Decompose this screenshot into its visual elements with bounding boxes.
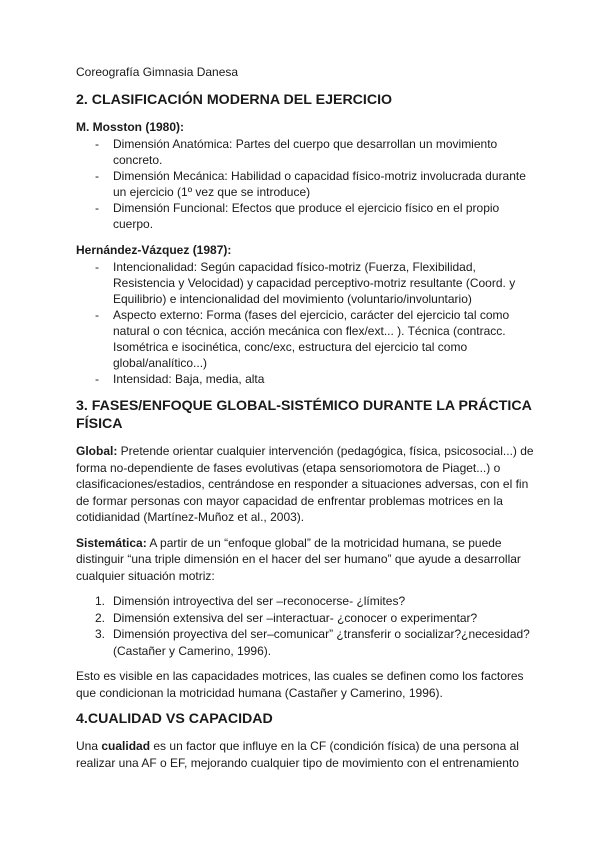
list-item-text: Dimensión introyectiva del ser –reconocerse- ¿límites? <box>113 594 406 608</box>
list-number: 3. <box>95 627 106 641</box>
global-paragraph <box>76 443 536 526</box>
list-item-text: Dimensión extensiva del ser –interactuar- ¿conocer o experimentar? <box>113 610 478 625</box>
section-2-heading: 2. CLASIFICACIÓN MODERNA DEL EJERCICIO <box>76 92 393 108</box>
list-number: 1. <box>95 594 106 608</box>
cualidad-pre: Una <box>76 739 102 753</box>
list-item <box>76 626 536 659</box>
cualidad-term: cualidad <box>101 739 151 753</box>
mosston-author: M. Mosston (1980): <box>76 120 185 134</box>
list-item: - Intensidad: Baja, media, alta <box>76 371 536 387</box>
list-item: - Intencionalidad: Según capacidad físico-motriz (Fuerza, Flexibilidad, Resistencia y Velocidad) y capacidad perceptivo-motriz resultante (Coord. y Equilibrio) e intencionalidad del movimiento (voluntario/involuntario) <box>76 259 536 307</box>
hernandez-author: Hernández-Vázquez (1987): <box>76 243 232 257</box>
list-item: - Dimensión Mecánica: Habilidad o capacidad físico-motriz involucrada durante un ejercicio (1º vez que se introduce) <box>76 168 536 200</box>
list-item <box>76 593 536 610</box>
section-3-heading: 3. FASES/ENFOQUE GLOBAL-SISTÉMICO DURANTE LA PRÁCTICA FÍSICA <box>76 398 532 432</box>
hernandez-list <box>76 259 536 387</box>
list-item: - Dimensión Funcional: Efectos que produce el ejercicio físico en el propio cuerpo. <box>76 200 536 232</box>
global-label: Global: <box>76 444 118 458</box>
cualidad-post: es un factor que influye en la CF (condición física) de una persona al realizar una AF o EF, mejorando cualquier tipo de movimiento con el entrenamiento <box>76 739 519 770</box>
sistematica-text: A partir de un “enfoque global” de la motricidad humana, se puede distinguir “una triple dimensión en el hacer del ser humano” que ayude a desarrollar cualquier situación motriz: <box>76 535 521 583</box>
mosston-list <box>76 136 536 232</box>
document-page <box>76 64 536 780</box>
list-item: - Aspecto externo: Forma (fases del ejercicio, carácter del ejercicio tal como natural o con técnica, acción mecánica con flex/ext... ). Técnica (contracc. Isométrica e isocinética, conc/exc, estructura del ejercicio tal como global/analítico...) <box>76 307 536 371</box>
sistematica-label: Sistemática: <box>76 535 147 550</box>
global-text: Pretende orientar cualquier intervención (pedagógica, física, psicosocial...) de forma no-dependiente de fases evolutivas (etapa sensoriomotora de Piaget...) o clasificaciones/estadios, centrándose en responder a situaciones adversas, con el fin de formar personas con mayor capacidad de enfrentar problemas motrices en la cotidianidad (Martínez-Muñoz et al., 2003). <box>76 444 534 524</box>
list-item <box>76 610 536 627</box>
cualidad-paragraph <box>76 738 536 771</box>
document-header-title: Coreografía Gimnasia Danesa <box>76 65 239 79</box>
list-item: - Dimensión Anatómica: Partes del cuerpo que desarrollan un movimiento concreto. <box>76 136 536 168</box>
closing-paragraph: Esto es visible en las capacidades motrices, las cuales se definen como los factores que condicionan la motricidad humana (Castañer y Camerino, 1996). <box>76 669 524 700</box>
list-item-text: Dimensión proyectiva del ser–comunicar” ¿transferir o socializar?¿necesidad? (Castañer y Camerino, 1996). <box>113 627 530 658</box>
list-number: 2. <box>95 610 106 625</box>
sistematica-paragraph <box>76 535 536 585</box>
dimensions-list <box>76 593 536 659</box>
section-4-heading: 4.CUALIDAD VS CAPACIDAD <box>76 711 273 727</box>
